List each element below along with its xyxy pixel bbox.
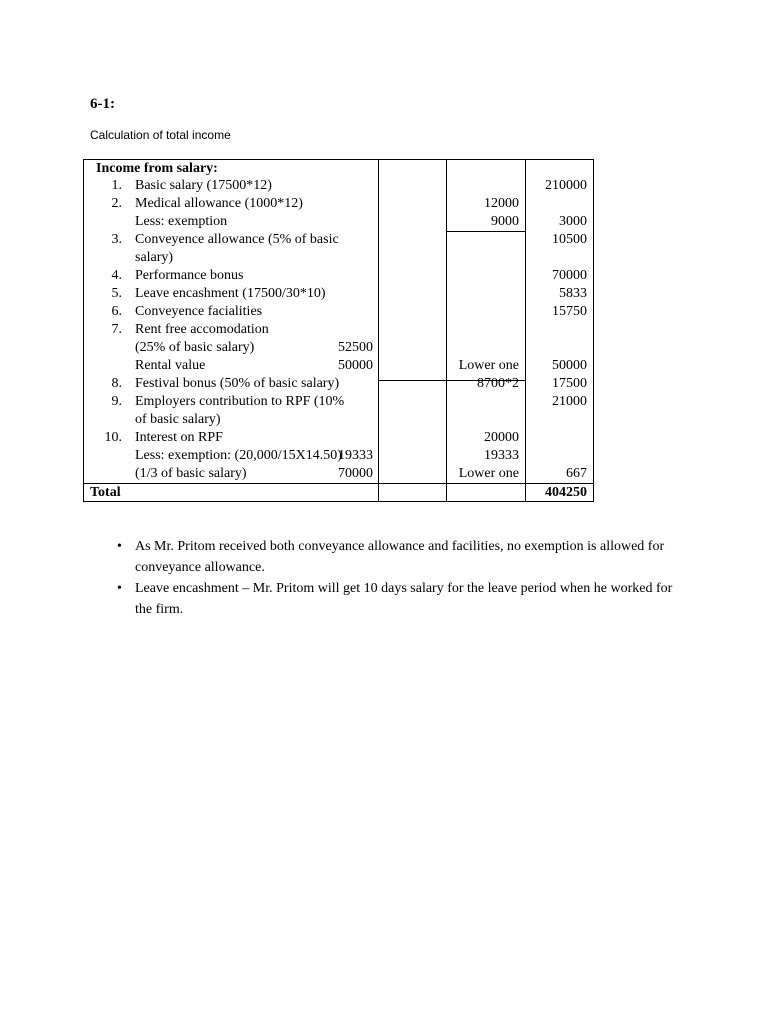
col3-value: 12000 [484, 196, 519, 211]
col4-value: 667 [566, 466, 587, 481]
note-text: Leave encashment – Mr. Pritom will get 10 days salary for the leave period when he worked for the firm. [135, 581, 673, 617]
total-row-divider [84, 483, 593, 484]
column-divider [378, 160, 379, 502]
row-divider [446, 231, 525, 232]
section-title: Income from salary: [96, 161, 218, 176]
row-label: (1/3 of basic salary) [135, 466, 247, 481]
row-label: Festival bonus (50% of basic salary) [135, 376, 340, 391]
col4-value: 5833 [559, 286, 587, 301]
row-number: 1. [111, 178, 122, 193]
row-number: 8. [111, 376, 122, 391]
note-item [117, 536, 677, 578]
page-heading: 6-1: [90, 96, 115, 112]
row-divider [378, 380, 446, 381]
column-divider [525, 160, 526, 502]
row-number: 2. [111, 196, 122, 211]
row-number: 6. [111, 304, 122, 319]
col2-value: 50000 [338, 358, 373, 373]
row-label: Rental value [135, 358, 206, 373]
row-number: 5. [111, 286, 122, 301]
col4-value: 15750 [552, 304, 587, 319]
col3-value: Lower one [458, 358, 519, 373]
row-number: 10. [104, 430, 122, 445]
row-label: Conveyence facialities [135, 304, 263, 319]
row-label: Conveyence allowance (5% of basic [135, 232, 339, 247]
income-table [83, 159, 594, 502]
col2-value: 19333 [338, 448, 373, 463]
bullet-icon: • [117, 539, 122, 554]
row-number: 4. [111, 268, 122, 283]
col4-value: 21000 [552, 394, 587, 409]
row-label: Employers contribution to RPF (10% [135, 394, 345, 409]
col4-value: 50000 [552, 358, 587, 373]
row-label: Less: exemption [135, 214, 228, 229]
bullet-icon: • [117, 581, 122, 596]
row-label: Medical allowance (1000*12) [135, 196, 303, 211]
col3-value: 19333 [484, 448, 519, 463]
table-caption: Calculation of total income [90, 128, 231, 142]
col3-value: Lower one [458, 466, 519, 481]
col2-value: 52500 [338, 340, 373, 355]
total-value: 404250 [545, 485, 587, 500]
row-label: (25% of basic salary) [135, 340, 255, 355]
row-label: Rent free accomodation [135, 322, 269, 337]
col4-value: 3000 [559, 214, 587, 229]
note-text: As Mr. Pritom received both conveyance allowance and facilities, no exemption is allowed for conveyance allowance. [135, 539, 665, 575]
notes-list [117, 536, 677, 620]
row-label: Less: exemption: (20,000/15X14.50) [135, 448, 342, 463]
row-number: 7. [111, 322, 122, 337]
col4-value: 70000 [552, 268, 587, 283]
col3-value: 20000 [484, 430, 519, 445]
row-label: Performance bonus [135, 268, 244, 283]
column-divider [446, 160, 447, 502]
col3-value: 8700*2 [477, 376, 519, 391]
col2-value: 70000 [338, 466, 373, 481]
row-label: salary) [135, 250, 174, 265]
col4-value: 17500 [552, 376, 587, 391]
col4-value: 10500 [552, 232, 587, 247]
col3-value: 9000 [491, 214, 519, 229]
row-number: 3. [111, 232, 122, 247]
note-item [117, 578, 677, 620]
col4-value: 210000 [545, 178, 587, 193]
row-label: of basic salary) [135, 412, 221, 427]
row-number: 9. [111, 394, 122, 409]
row-label: Interest on RPF [135, 430, 223, 445]
total-label: Total [90, 485, 121, 500]
row-label: Leave encashment (17500/30*10) [135, 286, 326, 301]
row-label: Basic salary (17500*12) [135, 178, 272, 193]
